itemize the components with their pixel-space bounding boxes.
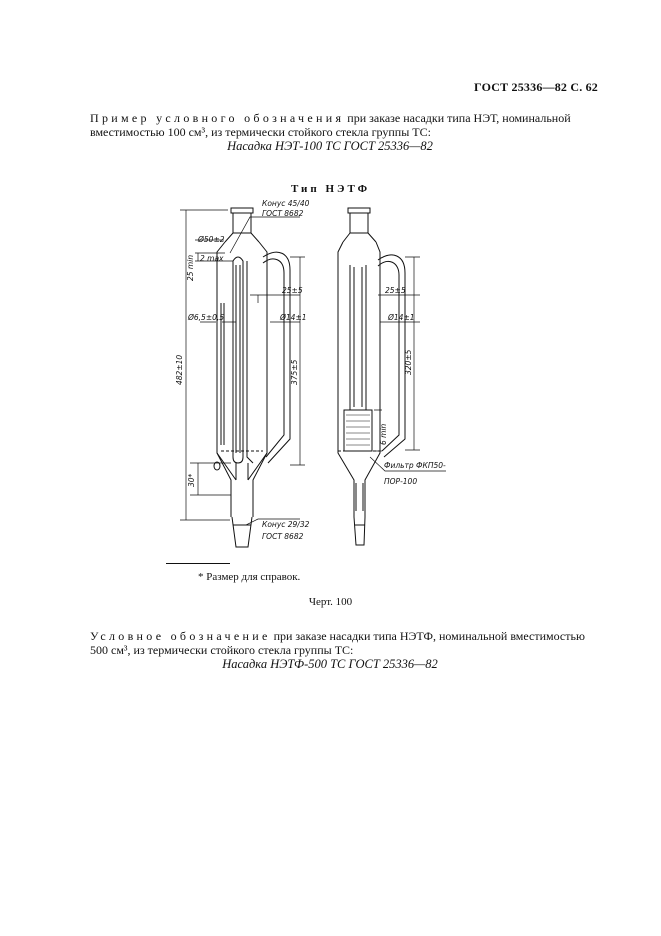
- figure-caption: Черт. 100: [308, 596, 353, 608]
- label-d14a: Ø14±1: [280, 313, 307, 322]
- label-d50: Ø50±2: [198, 235, 225, 244]
- left-apparatus: [214, 208, 290, 547]
- page-header: ГОСТ 25336—82 С. 62: [474, 80, 598, 94]
- spaced-heading: Условное обозначение: [90, 629, 271, 643]
- figure-type-title: Тип НЭТФ: [290, 183, 371, 195]
- label-max2: 2 max: [200, 254, 224, 263]
- label-min25: 25 min: [186, 254, 195, 281]
- technical-drawing: [0, 195, 661, 560]
- label-min6: 6 min: [379, 423, 388, 445]
- label-cone-top-1: Конус 45/40: [262, 199, 310, 208]
- label-l482: 482±10: [175, 354, 184, 385]
- label-l25a: 25±5: [282, 286, 303, 295]
- label-d14b: Ø14±1: [388, 313, 415, 322]
- example-paragraph-1: [90, 111, 600, 139]
- label-l30: 30*: [187, 473, 196, 487]
- label-l25b: 25±5: [385, 286, 406, 295]
- footnote-rule: [166, 563, 230, 564]
- right-apparatus: [338, 208, 405, 545]
- designation-2: Насадка НЭТФ-500 ТС ГОСТ 25336—82: [222, 657, 438, 671]
- label-cone-bot-2: ГОСТ 8682: [262, 532, 304, 541]
- label-l320: 320±5: [404, 349, 413, 375]
- label-filter-1: Фильтр ФКП50-: [384, 461, 446, 470]
- paragraph-text: при заказе насадки типа НЭТФ, номинальной вместимостью 500 см³, из термически стойкого стекла группы ТС:: [90, 629, 585, 657]
- footnote: * Размер для справок.: [198, 571, 301, 583]
- label-cone-top-2: ГОСТ 8682: [262, 209, 304, 218]
- label-cone-bot-1: Конус 29/32: [262, 520, 310, 529]
- example-paragraph-2: [90, 629, 600, 657]
- designation-1: Насадка НЭТ-100 ТС ГОСТ 25336—82: [227, 139, 433, 153]
- paragraph-text: при заказе насадки типа НЭТ, номинальной вместимостью 100 см³, из термически стойкого стекла группы ТС:: [90, 111, 571, 139]
- label-filter-2: ПОР-100: [384, 477, 418, 486]
- label-d65: Ø6,5±0,5: [188, 313, 225, 322]
- label-l375: 375±5: [290, 359, 299, 385]
- spaced-heading: Пример условного обозначения: [90, 111, 345, 125]
